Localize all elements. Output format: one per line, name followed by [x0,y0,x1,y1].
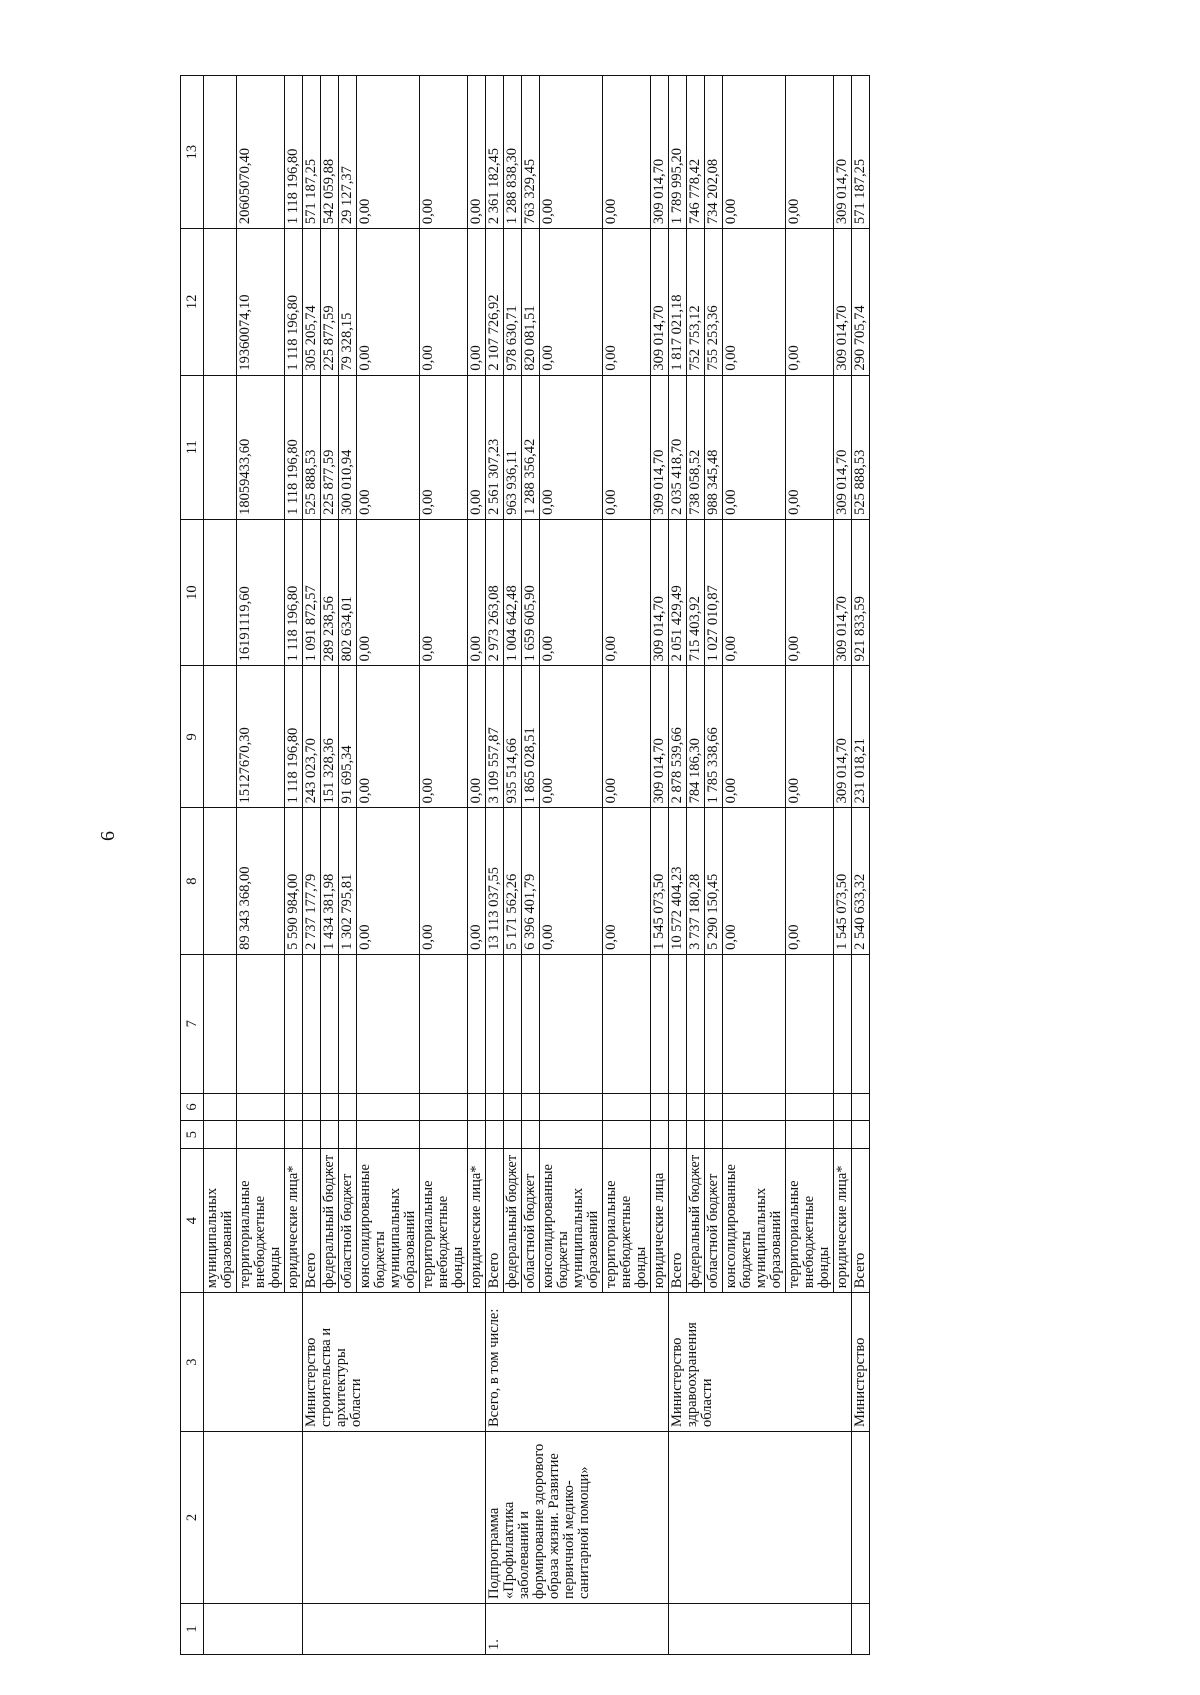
value-cell: 763 329,45 [522,76,540,229]
subprogram-section [486,76,669,1655]
value-cell: 1 785 338,66 [705,666,723,808]
value-cell: 300 010,94 [339,375,357,519]
cell-empty [786,1121,834,1149]
cell-empty [834,1121,852,1149]
cell-empty [204,1293,303,1432]
cell-empty [669,1603,852,1654]
source-cell: юридические лица* [285,1149,303,1293]
source-cell: Всего [852,1149,870,1293]
value-cell: 921 833,59 [852,519,870,665]
cell-empty [651,954,669,1093]
value-cell: 3 109 557,87 [486,666,504,808]
col-header: 6 [181,1093,204,1121]
value-cell: 0,00 [468,375,486,519]
value-cell: 309 014,70 [651,76,669,229]
value-cell: 2 878 539,66 [669,666,687,808]
value-cell: 1 118 196,80 [285,375,303,519]
value-cell: 243 023,70 [303,666,321,808]
source-cell: территориальные внебюджетные фонды [420,1149,468,1293]
table-row [486,76,504,1655]
col-header: 11 [181,375,204,519]
value-cell: 0,00 [603,375,651,519]
value-cell: 309 014,70 [651,666,669,808]
value-cell: 5 171 562,26 [504,808,522,954]
value-cell: 0,00 [723,76,786,229]
cell-empty [420,954,468,1093]
col-header: 1 [181,1603,204,1654]
value-cell: 1 288 356,42 [522,375,540,519]
cell-empty [786,1093,834,1121]
cell-empty [852,1603,870,1654]
value-cell: 0,00 [603,76,651,229]
value-cell: 0,00 [357,519,420,665]
cell-empty [705,1121,723,1149]
cell-empty [468,1121,486,1149]
source-cell: территориальные внебюджетные фонды [237,1149,285,1293]
value-cell: 20605070,40 [237,76,285,229]
subprogram-title: Подпрограмма «Профилактика заболеваний и формирование здорового образа жизни. Развитие первичной медико-санитарной помощи» [486,1431,669,1603]
cell-empty [486,1121,504,1149]
value-cell: 0,00 [468,666,486,808]
cell-empty [204,519,237,665]
cell-empty [834,1093,852,1121]
cell-empty [522,954,540,1093]
cell-empty [522,1121,540,1149]
cell-empty [669,954,687,1093]
ministry-cell: Министерство здравоохранения области [669,1293,852,1432]
col-header: 4 [181,1149,204,1293]
value-cell: 29 127,37 [339,76,357,229]
source-cell: консолидированные бюджеты муниципальных образований [357,1149,420,1293]
value-cell: 542 059,88 [321,76,339,229]
cell-empty [237,1121,285,1149]
value-cell: 963 936,11 [504,375,522,519]
table-row [303,76,321,1655]
cell-empty [504,1093,522,1121]
cell-empty [486,954,504,1093]
cell-empty [303,1431,486,1603]
value-cell: 2 561 307,23 [486,375,504,519]
col-header: 7 [181,954,204,1093]
cell-empty [204,375,237,519]
cell-empty [237,954,285,1093]
budget-sheet [180,75,1200,1655]
budget-table [180,75,870,1655]
cell-empty [651,1093,669,1121]
value-cell: 0,00 [468,808,486,954]
value-cell: 309 014,70 [834,76,852,229]
cell-empty [204,1431,303,1603]
ministry-cell: Министерство [852,1293,870,1432]
source-cell: консолидированные бюджеты муниципальных образований [723,1149,786,1293]
cell-empty [303,1093,321,1121]
value-cell: 0,00 [723,229,786,375]
value-cell: 738 058,52 [687,375,705,519]
value-cell: 1 817 021,18 [669,229,687,375]
subprogram-number: 1. [486,1603,669,1654]
col-header: 13 [181,76,204,229]
cell-empty [204,1121,237,1149]
value-cell: 0,00 [786,808,834,954]
cell-empty [204,76,237,229]
cell-empty [285,954,303,1093]
value-cell: 151 328,36 [321,666,339,808]
col-header: 9 [181,666,204,808]
value-cell: 0,00 [357,229,420,375]
value-cell: 0,00 [420,229,468,375]
col-header: 12 [181,229,204,375]
cell-empty [303,1603,486,1654]
value-cell: 16191119,60 [237,519,285,665]
value-cell: 571 187,25 [852,76,870,229]
value-cell: 935 514,66 [504,666,522,808]
cell-empty [357,1093,420,1121]
cell-empty [204,808,237,954]
value-cell: 1 302 795,81 [339,808,357,954]
cell-empty [540,1093,603,1121]
table-row [204,76,237,1655]
value-cell: 0,00 [786,519,834,665]
cell-empty [204,954,237,1093]
cell-empty [486,1093,504,1121]
cell-empty [669,1121,687,1149]
source-cell: Всего [486,1149,504,1293]
value-cell: 0,00 [540,808,603,954]
cell-empty [705,1093,723,1121]
source-cell: областной бюджет [522,1149,540,1293]
value-cell: 571 187,25 [303,76,321,229]
value-cell: 0,00 [468,76,486,229]
source-cell: федеральный бюджет [321,1149,339,1293]
cell-empty [687,1093,705,1121]
cell-empty [321,1093,339,1121]
value-cell: 752 753,12 [687,229,705,375]
value-cell: 0,00 [357,666,420,808]
cell-empty [285,1093,303,1121]
value-cell: 1 545 073,50 [834,808,852,954]
value-cell: 0,00 [420,519,468,665]
value-cell: 231 018,21 [852,666,870,808]
source-cell: Всего [669,1149,687,1293]
source-cell: Всего [303,1149,321,1293]
value-cell: 802 634,01 [339,519,357,665]
value-cell: 0,00 [786,375,834,519]
cell-empty [687,954,705,1093]
cell-empty [204,1603,303,1654]
value-cell: 820 081,51 [522,229,540,375]
value-cell: 2 540 633,32 [852,808,870,954]
cell-empty [723,1121,786,1149]
value-cell: 0,00 [420,375,468,519]
col-header: 8 [181,808,204,954]
value-cell: 1 118 196,80 [285,76,303,229]
value-cell: 1 118 196,80 [285,666,303,808]
value-cell: 0,00 [786,76,834,229]
value-cell: 0,00 [723,666,786,808]
source-cell: юридические лица* [468,1149,486,1293]
value-cell: 2 973 263,08 [486,519,504,665]
value-cell: 0,00 [540,666,603,808]
cell-empty [723,954,786,1093]
value-cell: 2 361 182,45 [486,76,504,229]
cell-empty [339,1121,357,1149]
value-cell: 79 328,15 [339,229,357,375]
page-number: 6 [97,831,119,841]
value-cell: 525 888,53 [303,375,321,519]
value-cell: 5 290 150,45 [705,808,723,954]
value-cell: 0,00 [723,375,786,519]
subprogram-total-label: Всего, в том числе: [486,1293,669,1432]
value-cell: 309 014,70 [834,666,852,808]
value-cell: 290 705,74 [852,229,870,375]
value-cell: 0,00 [468,229,486,375]
value-cell: 978 630,71 [504,229,522,375]
cell-empty [339,954,357,1093]
source-cell: консолидированные бюджеты муниципальных образований [540,1149,603,1293]
cell-empty [669,1093,687,1121]
cell-empty [603,954,651,1093]
value-cell: 0,00 [540,519,603,665]
source-cell: областной бюджет [705,1149,723,1293]
cell-empty [540,954,603,1093]
cell-empty [204,229,237,375]
value-cell: 0,00 [723,808,786,954]
value-cell: 0,00 [723,519,786,665]
value-cell: 525 888,53 [852,375,870,519]
value-cell: 89 343 368,00 [237,808,285,954]
cell-empty [852,1121,870,1149]
value-cell: 1 659 605,90 [522,519,540,665]
col-header: 5 [181,1121,204,1149]
cell-empty [237,1093,285,1121]
value-cell: 225 877,59 [321,229,339,375]
value-cell: 715 403,92 [687,519,705,665]
value-cell: 13 113 037,55 [486,808,504,954]
value-cell: 289 238,56 [321,519,339,665]
value-cell: 0,00 [357,375,420,519]
col-header: 3 [181,1293,204,1432]
value-cell: 734 202,08 [705,76,723,229]
cell-empty [723,1093,786,1121]
value-cell: 988 345,48 [705,375,723,519]
cell-empty [321,1121,339,1149]
value-cell: 0,00 [603,808,651,954]
value-cell: 1 118 196,80 [285,229,303,375]
ministry-cell: Министерство строительства и архитектуры области [303,1293,486,1432]
value-cell: 1 027 010,87 [705,519,723,665]
value-cell: 10 572 404,23 [669,808,687,954]
cell-empty [705,954,723,1093]
value-cell: 1 118 196,80 [285,519,303,665]
value-cell: 0,00 [786,666,834,808]
table-row [669,76,687,1655]
value-cell: 0,00 [420,76,468,229]
source-cell: федеральный бюджет [687,1149,705,1293]
value-cell: 0,00 [357,808,420,954]
value-cell: 2 737 177,79 [303,808,321,954]
cell-empty [357,1121,420,1149]
value-cell: 2 035 418,70 [669,375,687,519]
value-cell: 1 091 872,57 [303,519,321,665]
col-header: 10 [181,519,204,665]
source-cell: территориальные внебюджетные фонды [786,1149,834,1293]
value-cell: 6 396 401,79 [522,808,540,954]
value-cell: 5 590 984,00 [285,808,303,954]
value-cell: 18059433,60 [237,375,285,519]
cell-empty [339,1093,357,1121]
value-cell: 3 737 180,28 [687,808,705,954]
value-cell: 0,00 [786,229,834,375]
value-cell: 784 186,30 [687,666,705,808]
value-cell: 0,00 [603,666,651,808]
cell-empty [834,954,852,1093]
value-cell: 309 014,70 [651,229,669,375]
cell-empty [540,1121,603,1149]
cell-empty [357,954,420,1093]
value-cell: 309 014,70 [834,375,852,519]
value-cell: 0,00 [357,76,420,229]
value-cell: 305 205,74 [303,229,321,375]
cell-empty [786,954,834,1093]
cell-empty [504,1121,522,1149]
value-cell: 0,00 [468,519,486,665]
cell-empty [852,1431,870,1603]
cell-empty [468,1093,486,1121]
value-cell: 0,00 [603,229,651,375]
source-cell: юридические лица [651,1149,669,1293]
value-cell: 0,00 [420,808,468,954]
cell-empty [321,954,339,1093]
value-cell: 2 051 429,49 [669,519,687,665]
value-cell: 1 288 838,30 [504,76,522,229]
value-cell: 309 014,70 [834,519,852,665]
column-number-row [181,76,204,1655]
source-cell: юридические лица* [834,1149,852,1293]
cell-empty [303,954,321,1093]
value-cell: 1 865 028,51 [522,666,540,808]
value-cell: 0,00 [420,666,468,808]
value-cell: 0,00 [540,229,603,375]
value-cell: 19360074,10 [237,229,285,375]
value-cell: 309 014,70 [651,519,669,665]
source-cell: муниципальных образований [204,1149,237,1293]
value-cell: 746 778,42 [687,76,705,229]
source-cell: областной бюджет [339,1149,357,1293]
value-cell: 2 107 726,92 [486,229,504,375]
cell-empty [468,954,486,1093]
value-cell: 309 014,70 [834,229,852,375]
cell-empty [204,1093,237,1121]
cell-empty [603,1121,651,1149]
col-header: 2 [181,1431,204,1603]
cell-empty [852,1093,870,1121]
value-cell: 1 789 995,20 [669,76,687,229]
value-cell: 309 014,70 [651,375,669,519]
cell-empty [504,954,522,1093]
value-cell: 225 877,59 [321,375,339,519]
cell-empty [420,1093,468,1121]
value-cell: 1 434 381,98 [321,808,339,954]
value-cell: 1 004 642,48 [504,519,522,665]
value-cell: 0,00 [603,519,651,665]
cell-empty [522,1093,540,1121]
value-cell: 91 695,34 [339,666,357,808]
ministry-health-section [669,76,852,1655]
source-cell: территориальные внебюджетные фонды [603,1149,651,1293]
cell-empty [669,1431,852,1603]
cell-empty [603,1093,651,1121]
cell-empty [285,1121,303,1149]
cell-empty [420,1121,468,1149]
value-cell: 1 545 073,50 [651,808,669,954]
value-cell: 0,00 [540,76,603,229]
value-cell: 755 253,36 [705,229,723,375]
cell-empty [651,1121,669,1149]
cell-empty [687,1121,705,1149]
source-cell: федеральный бюджет [504,1149,522,1293]
table-row [852,76,870,1655]
cell-empty [303,1121,321,1149]
value-cell: 15127670,30 [237,666,285,808]
ministry-construction-section [303,76,486,1655]
cell-empty [204,666,237,808]
cell-empty [852,954,870,1093]
value-cell: 0,00 [540,375,603,519]
